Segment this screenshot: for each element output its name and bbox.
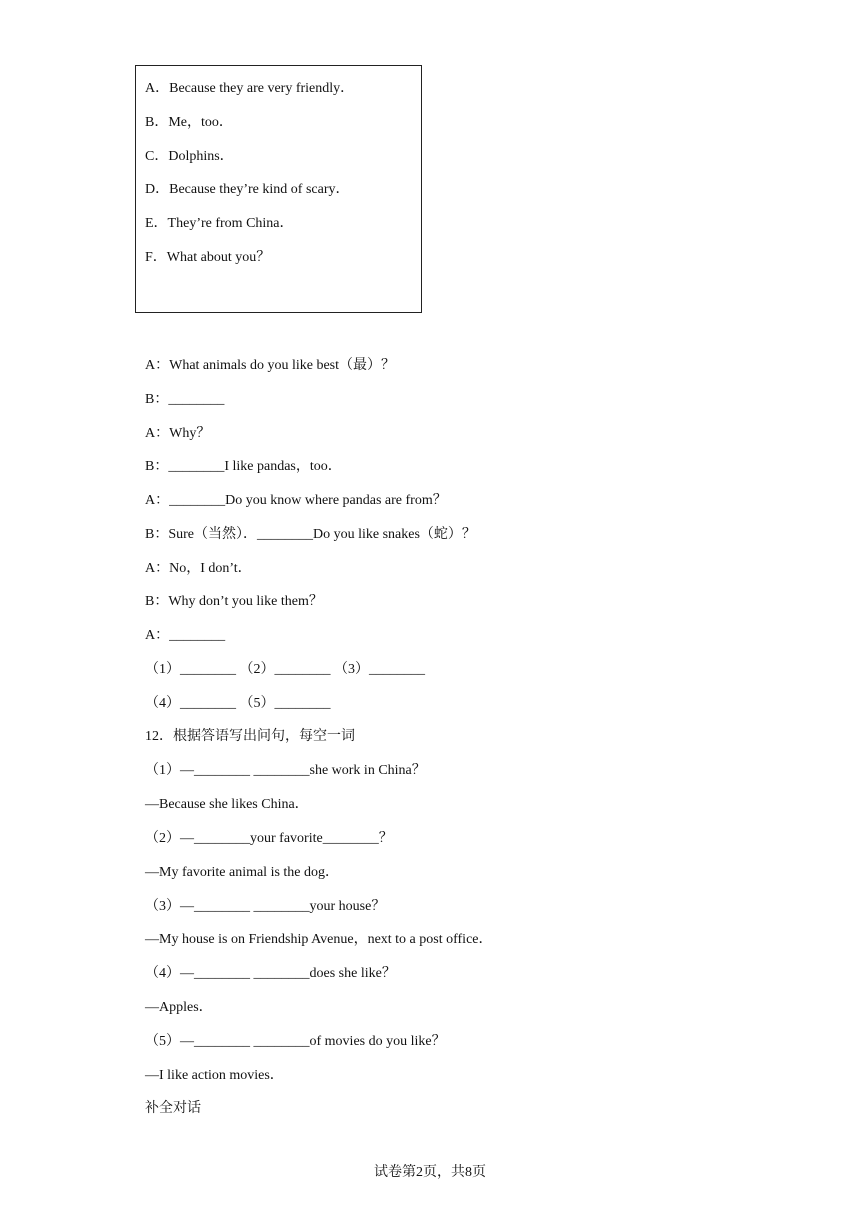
option-b: B．Me，too． xyxy=(145,115,233,130)
question-12-line: （3）—________ ________your house？ xyxy=(145,899,386,914)
option-f: F．What about you？ xyxy=(145,250,271,265)
dialogue-line: A：Why？ xyxy=(145,426,211,441)
dialogue-line: A：________ xyxy=(145,628,226,643)
question-12-line: —My favorite animal is the dog． xyxy=(145,865,340,880)
question-12-line: —My house is on Friendship Avenue，next to a post office． xyxy=(145,932,493,947)
question-12-line: —Because she likes China． xyxy=(145,797,309,812)
question-12-line: （2）—________your favorite________？ xyxy=(145,831,393,846)
question-12-line: （5）—________ ________of movies do you like？ xyxy=(145,1034,446,1049)
option-e: E．They’re from China． xyxy=(145,216,294,231)
dialogue-line: A：________Do you know where pandas are from？ xyxy=(145,493,447,508)
option-a: A．Because they are very friendly． xyxy=(145,81,355,96)
option-d: D．Because they’re kind of scary． xyxy=(145,182,350,197)
dialogue-line: A：No，I don’t． xyxy=(145,561,252,576)
dialogue-line: A：What animals do you like best（最）？ xyxy=(145,358,396,373)
next-section-title: 补全对话 xyxy=(145,1101,201,1116)
question-12-line: （4）—________ ________does she like？ xyxy=(145,966,396,981)
question-12-line: （1）—________ ________she work in China？ xyxy=(145,763,426,778)
dialogue-line: B：Sure（当然）．________Do you like snakes（蛇）？ xyxy=(145,527,476,542)
dialogue-line: B：________ xyxy=(145,392,225,407)
question-12-line: —Apples． xyxy=(145,1000,213,1015)
answer-line-2: （4）________ （5）________ xyxy=(145,696,331,711)
page-footer: 试卷第2页，共8页 xyxy=(374,1165,486,1180)
option-c: C．Dolphins． xyxy=(145,149,234,164)
dialogue-line: B：________I like pandas，too． xyxy=(145,459,342,474)
dialogue-line: B：Why don’t you like them？ xyxy=(145,594,323,609)
question-12-title: 12．根据答语写出问句，每空一词 xyxy=(145,729,355,744)
answer-line-1: （1）________ （2）________ （3）________ xyxy=(145,662,425,677)
question-12-line: —I like action movies． xyxy=(145,1068,284,1083)
